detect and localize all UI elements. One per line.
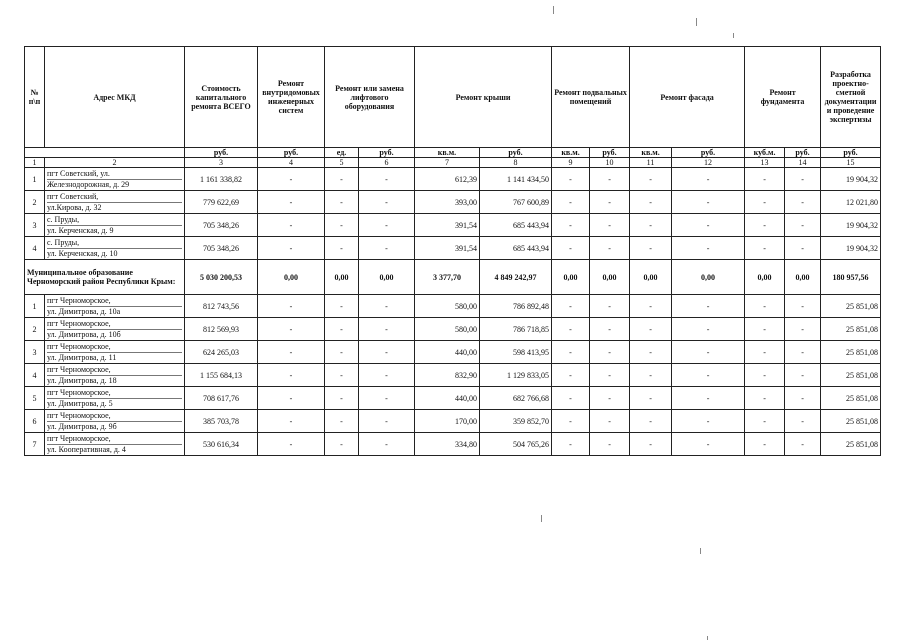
address-line-1: пгт Черноморское, <box>47 296 111 305</box>
total-total-cell: 5 030 200,53 <box>185 260 258 295</box>
address-line-2: ул. Кооперативная, д. 4 <box>47 444 182 454</box>
empty-dash: - <box>552 168 590 191</box>
empty-dash: - <box>590 168 630 191</box>
unit-cell: руб. <box>480 148 552 158</box>
unit-cell: кв.м. <box>630 148 672 158</box>
address-line-1: пгт Советский, ул. <box>47 169 110 178</box>
scan-mark <box>707 636 708 640</box>
empty-dash: - <box>745 341 785 364</box>
design-cost-cell: 25 851,08 <box>821 318 881 341</box>
header-row <box>25 47 881 148</box>
empty-dash: - <box>672 191 745 214</box>
empty-dash: - <box>672 237 745 260</box>
row-number: 1 <box>25 295 45 318</box>
roof-cost-cell: 359 852,70 <box>480 410 552 433</box>
table-row <box>25 168 881 191</box>
design-cost-cell: 19 904,32 <box>821 214 881 237</box>
address-cell <box>45 433 185 456</box>
empty-dash: - <box>359 341 415 364</box>
address-line-2: Железнодорожная, д. 29 <box>47 179 182 189</box>
design-cost-cell: 25 851,08 <box>821 295 881 318</box>
address-line-1: пгт Черноморское, <box>47 388 111 397</box>
empty-dash: - <box>552 295 590 318</box>
unit-cell: руб. <box>672 148 745 158</box>
empty-dash: - <box>630 191 672 214</box>
roof-area-cell: 612,39 <box>415 168 480 191</box>
row-number: 4 <box>25 364 45 387</box>
roof-cost-cell: 685 443,94 <box>480 214 552 237</box>
empty-dash: - <box>552 214 590 237</box>
column-number: 7 <box>415 158 480 168</box>
address-cell <box>45 214 185 237</box>
empty-dash: - <box>785 341 821 364</box>
empty-dash: - <box>258 318 325 341</box>
address-line-2: ул. Димитрова, д. 10а <box>47 306 182 316</box>
roof-cost-cell: 1 129 833,05 <box>480 364 552 387</box>
empty-dash: - <box>359 191 415 214</box>
empty-dash: - <box>745 191 785 214</box>
row-number: 4 <box>25 237 45 260</box>
empty-dash: - <box>359 168 415 191</box>
empty-dash: - <box>630 295 672 318</box>
roof-cost-cell: 682 766,68 <box>480 387 552 410</box>
column-number: 3 <box>185 158 258 168</box>
unit-cell: ед. <box>325 148 359 158</box>
total-elev-units-cell: 0,00 <box>325 260 359 295</box>
empty-dash: - <box>258 191 325 214</box>
total-cost-cell: 624 265,03 <box>185 341 258 364</box>
scan-mark <box>733 33 734 38</box>
empty-dash: - <box>745 295 785 318</box>
empty-dash: - <box>745 433 785 456</box>
empty-dash: - <box>630 387 672 410</box>
total-internal-cell: 0,00 <box>258 260 325 295</box>
empty-dash: - <box>590 433 630 456</box>
empty-dash: - <box>258 410 325 433</box>
address-cell <box>45 295 185 318</box>
empty-dash: - <box>630 237 672 260</box>
empty-dash: - <box>630 168 672 191</box>
empty-dash: - <box>672 168 745 191</box>
empty-dash: - <box>590 364 630 387</box>
header-facade: Ремонт фасада <box>630 47 745 148</box>
empty-dash: - <box>785 410 821 433</box>
empty-dash: - <box>552 364 590 387</box>
row-number: 2 <box>25 318 45 341</box>
row-number: 5 <box>25 387 45 410</box>
total-cost-cell: 779 622,69 <box>185 191 258 214</box>
column-number: 13 <box>745 158 785 168</box>
roof-cost-cell: 1 141 434,50 <box>480 168 552 191</box>
empty-dash: - <box>359 214 415 237</box>
empty-dash: - <box>325 214 359 237</box>
empty-dash: - <box>785 318 821 341</box>
column-number: 12 <box>672 158 745 168</box>
empty-dash: - <box>325 295 359 318</box>
address-cell <box>45 364 185 387</box>
empty-dash: - <box>552 410 590 433</box>
empty-dash: - <box>325 433 359 456</box>
empty-dash: - <box>785 295 821 318</box>
address-cell <box>45 341 185 364</box>
address-cell <box>45 237 185 260</box>
empty-dash: - <box>590 214 630 237</box>
total-elev-cost-cell: 0,00 <box>359 260 415 295</box>
total-cost-cell: 1 155 684,13 <box>185 364 258 387</box>
empty-dash: - <box>785 237 821 260</box>
table-row <box>25 387 881 410</box>
roof-area-cell: 440,00 <box>415 387 480 410</box>
header-foundation: Ремонт фундамента <box>745 47 821 148</box>
empty-dash: - <box>590 237 630 260</box>
header-basement: Ремонт подвальных помещений <box>552 47 630 148</box>
empty-dash: - <box>325 387 359 410</box>
empty-dash: - <box>590 410 630 433</box>
empty-dash: - <box>325 341 359 364</box>
roof-cost-cell: 786 892,48 <box>480 295 552 318</box>
empty-dash: - <box>672 214 745 237</box>
row-number: 6 <box>25 410 45 433</box>
column-number: 2 <box>45 158 185 168</box>
roof-cost-cell: 786 718,85 <box>480 318 552 341</box>
total-cost-cell: 705 348,26 <box>185 237 258 260</box>
empty-dash: - <box>359 433 415 456</box>
total-label: Муниципальное образование Черноморский район Республики Крым: <box>25 260 185 295</box>
empty-dash: - <box>672 387 745 410</box>
empty-dash: - <box>325 168 359 191</box>
empty-dash: - <box>258 295 325 318</box>
empty-dash: - <box>745 168 785 191</box>
total-facade-area-cell: 0,00 <box>630 260 672 295</box>
empty-dash: - <box>745 318 785 341</box>
address-line-1: пгт Черноморское, <box>47 319 111 328</box>
empty-dash: - <box>785 433 821 456</box>
address-line-1: пгт Советский, <box>47 192 99 201</box>
design-cost-cell: 25 851,08 <box>821 410 881 433</box>
roof-cost-cell: 685 443,94 <box>480 237 552 260</box>
empty-dash: - <box>745 237 785 260</box>
roof-area-cell: 580,00 <box>415 295 480 318</box>
roof-area-cell: 391,54 <box>415 214 480 237</box>
roof-cost-cell: 504 765,26 <box>480 433 552 456</box>
total-found-cost-cell: 0,00 <box>785 260 821 295</box>
empty-dash: - <box>745 387 785 410</box>
address-line-1: пгт Черноморское, <box>47 342 111 351</box>
empty-dash: - <box>785 191 821 214</box>
roof-area-cell: 334,80 <box>415 433 480 456</box>
empty-dash: - <box>630 364 672 387</box>
scan-mark <box>700 548 701 554</box>
empty-dash: - <box>745 364 785 387</box>
empty-dash: - <box>672 433 745 456</box>
capital-repair-table <box>24 46 881 456</box>
empty-dash: - <box>325 191 359 214</box>
design-cost-cell: 25 851,08 <box>821 433 881 456</box>
address-cell <box>45 318 185 341</box>
empty-dash: - <box>672 410 745 433</box>
empty-dash: - <box>359 295 415 318</box>
empty-dash: - <box>672 318 745 341</box>
address-line-1: пгт Черноморское, <box>47 411 111 420</box>
roof-area-cell: 393,00 <box>415 191 480 214</box>
empty-dash: - <box>672 364 745 387</box>
empty-dash: - <box>785 214 821 237</box>
roof-area-cell: 440,00 <box>415 341 480 364</box>
unit-cell: руб. <box>185 148 258 158</box>
empty-dash: - <box>590 295 630 318</box>
column-number: 14 <box>785 158 821 168</box>
design-cost-cell: 19 904,32 <box>821 168 881 191</box>
empty-dash: - <box>672 295 745 318</box>
empty-dash: - <box>590 387 630 410</box>
empty-dash: - <box>258 341 325 364</box>
header-design: Разработка проектно-сметной документации и проведение экспертизы <box>821 47 881 148</box>
address-line-2: ул. Димитрова, д. 5 <box>47 398 182 408</box>
header-elevator: Ремонт или замена лифтового оборудования <box>325 47 415 148</box>
address-cell <box>45 168 185 191</box>
design-cost-cell: 25 851,08 <box>821 341 881 364</box>
address-cell <box>45 410 185 433</box>
table-row <box>25 341 881 364</box>
empty-dash: - <box>745 214 785 237</box>
empty-dash: - <box>258 237 325 260</box>
units-row <box>25 148 881 158</box>
empty-dash: - <box>359 410 415 433</box>
total-cost-cell: 530 616,34 <box>185 433 258 456</box>
roof-cost-cell: 598 413,95 <box>480 341 552 364</box>
header-roof: Ремонт крыши <box>415 47 552 148</box>
empty-dash: - <box>552 387 590 410</box>
empty-dash: - <box>258 433 325 456</box>
design-cost-cell: 25 851,08 <box>821 387 881 410</box>
column-number: 15 <box>821 158 881 168</box>
empty-dash: - <box>325 318 359 341</box>
empty-dash: - <box>325 364 359 387</box>
total-cost-cell: 1 161 338,82 <box>185 168 258 191</box>
scan-mark <box>541 515 542 522</box>
table-row <box>25 364 881 387</box>
table-row <box>25 410 881 433</box>
total-base-area-cell: 0,00 <box>552 260 590 295</box>
design-cost-cell: 19 904,32 <box>821 237 881 260</box>
empty-dash: - <box>258 168 325 191</box>
address-line-1: пгт Черноморское, <box>47 365 111 374</box>
empty-dash: - <box>552 237 590 260</box>
total-roof-cost-cell: 4 849 242,97 <box>480 260 552 295</box>
column-number: 6 <box>359 158 415 168</box>
total-row <box>25 260 881 295</box>
table-row <box>25 191 881 214</box>
empty-dash: - <box>325 410 359 433</box>
total-facade-cost-cell: 0,00 <box>672 260 745 295</box>
column-number-row <box>25 158 881 168</box>
total-cost-cell: 812 569,93 <box>185 318 258 341</box>
address-line-1: с. Пруды, <box>47 238 80 247</box>
empty-dash: - <box>325 237 359 260</box>
unit-cell: кв.м. <box>552 148 590 158</box>
unit-cell: кв.м. <box>415 148 480 158</box>
column-number: 11 <box>630 158 672 168</box>
empty-dash: - <box>258 387 325 410</box>
unit-cell: куб.м. <box>745 148 785 158</box>
empty-dash: - <box>630 341 672 364</box>
row-number: 2 <box>25 191 45 214</box>
roof-area-cell: 391,54 <box>415 237 480 260</box>
unit-cell: руб. <box>590 148 630 158</box>
empty-dash: - <box>590 341 630 364</box>
roof-area-cell: 832,90 <box>415 364 480 387</box>
total-base-cost-cell: 0,00 <box>590 260 630 295</box>
address-cell <box>45 387 185 410</box>
empty-dash: - <box>552 341 590 364</box>
table-row <box>25 237 881 260</box>
unit-cell: руб. <box>359 148 415 158</box>
total-cost-cell: 385 703,78 <box>185 410 258 433</box>
empty-dash: - <box>359 318 415 341</box>
unit-cell: руб. <box>258 148 325 158</box>
table-row <box>25 295 881 318</box>
empty-dash: - <box>630 433 672 456</box>
empty-dash: - <box>590 318 630 341</box>
column-number: 5 <box>325 158 359 168</box>
empty-dash: - <box>258 364 325 387</box>
header-no: № п\п <box>25 47 45 148</box>
total-roof-area-cell: 3 377,70 <box>415 260 480 295</box>
address-line-1: с. Пруды, <box>47 215 80 224</box>
units-spacer <box>25 148 185 158</box>
empty-dash: - <box>359 237 415 260</box>
design-cost-cell: 25 851,08 <box>821 364 881 387</box>
empty-dash: - <box>785 168 821 191</box>
scan-mark <box>553 6 554 14</box>
address-cell <box>45 191 185 214</box>
empty-dash: - <box>630 318 672 341</box>
empty-dash: - <box>785 387 821 410</box>
empty-dash: - <box>785 364 821 387</box>
row-number: 3 <box>25 214 45 237</box>
row-number: 3 <box>25 341 45 364</box>
table-row <box>25 433 881 456</box>
empty-dash: - <box>630 410 672 433</box>
empty-dash: - <box>672 341 745 364</box>
address-line-2: ул. Димитрова, д. 10б <box>47 329 182 339</box>
address-line-1: пгт Черноморское, <box>47 434 111 443</box>
address-line-2: ул. Димитрова, д. 9б <box>47 421 182 431</box>
address-line-2: ул. Керченская, д. 9 <box>47 225 182 235</box>
row-number: 1 <box>25 168 45 191</box>
roof-cost-cell: 767 600,89 <box>480 191 552 214</box>
roof-area-cell: 170,00 <box>415 410 480 433</box>
empty-dash: - <box>552 433 590 456</box>
column-number: 9 <box>552 158 590 168</box>
empty-dash: - <box>359 364 415 387</box>
header-address: Адрес МКД <box>45 47 185 148</box>
empty-dash: - <box>590 191 630 214</box>
table-row <box>25 214 881 237</box>
design-cost-cell: 12 021,80 <box>821 191 881 214</box>
total-design-cell: 180 957,56 <box>821 260 881 295</box>
address-line-2: ул. Димитрова, д. 18 <box>47 375 182 385</box>
unit-cell: руб. <box>785 148 821 158</box>
table-row <box>25 318 881 341</box>
address-line-2: ул.Кирова, д. 32 <box>47 202 182 212</box>
address-line-2: ул. Керченская, д. 10 <box>47 248 182 258</box>
empty-dash: - <box>258 214 325 237</box>
total-cost-cell: 705 348,26 <box>185 214 258 237</box>
column-number: 1 <box>25 158 45 168</box>
column-number: 8 <box>480 158 552 168</box>
scan-mark <box>696 18 697 26</box>
address-line-2: ул. Димитрова, д. 11 <box>47 352 182 362</box>
column-number: 4 <box>258 158 325 168</box>
empty-dash: - <box>552 318 590 341</box>
empty-dash: - <box>552 191 590 214</box>
empty-dash: - <box>630 214 672 237</box>
header-total-cost: Стоимость капитального ремонта ВСЕГО <box>185 47 258 148</box>
unit-cell: руб. <box>821 148 881 158</box>
row-number: 7 <box>25 433 45 456</box>
column-number: 10 <box>590 158 630 168</box>
empty-dash: - <box>745 410 785 433</box>
total-found-vol-cell: 0,00 <box>745 260 785 295</box>
roof-area-cell: 580,00 <box>415 318 480 341</box>
header-internal-systems: Ремонт внутридомовых инженерных систем <box>258 47 325 148</box>
empty-dash: - <box>359 387 415 410</box>
total-cost-cell: 812 743,56 <box>185 295 258 318</box>
total-cost-cell: 708 617,76 <box>185 387 258 410</box>
